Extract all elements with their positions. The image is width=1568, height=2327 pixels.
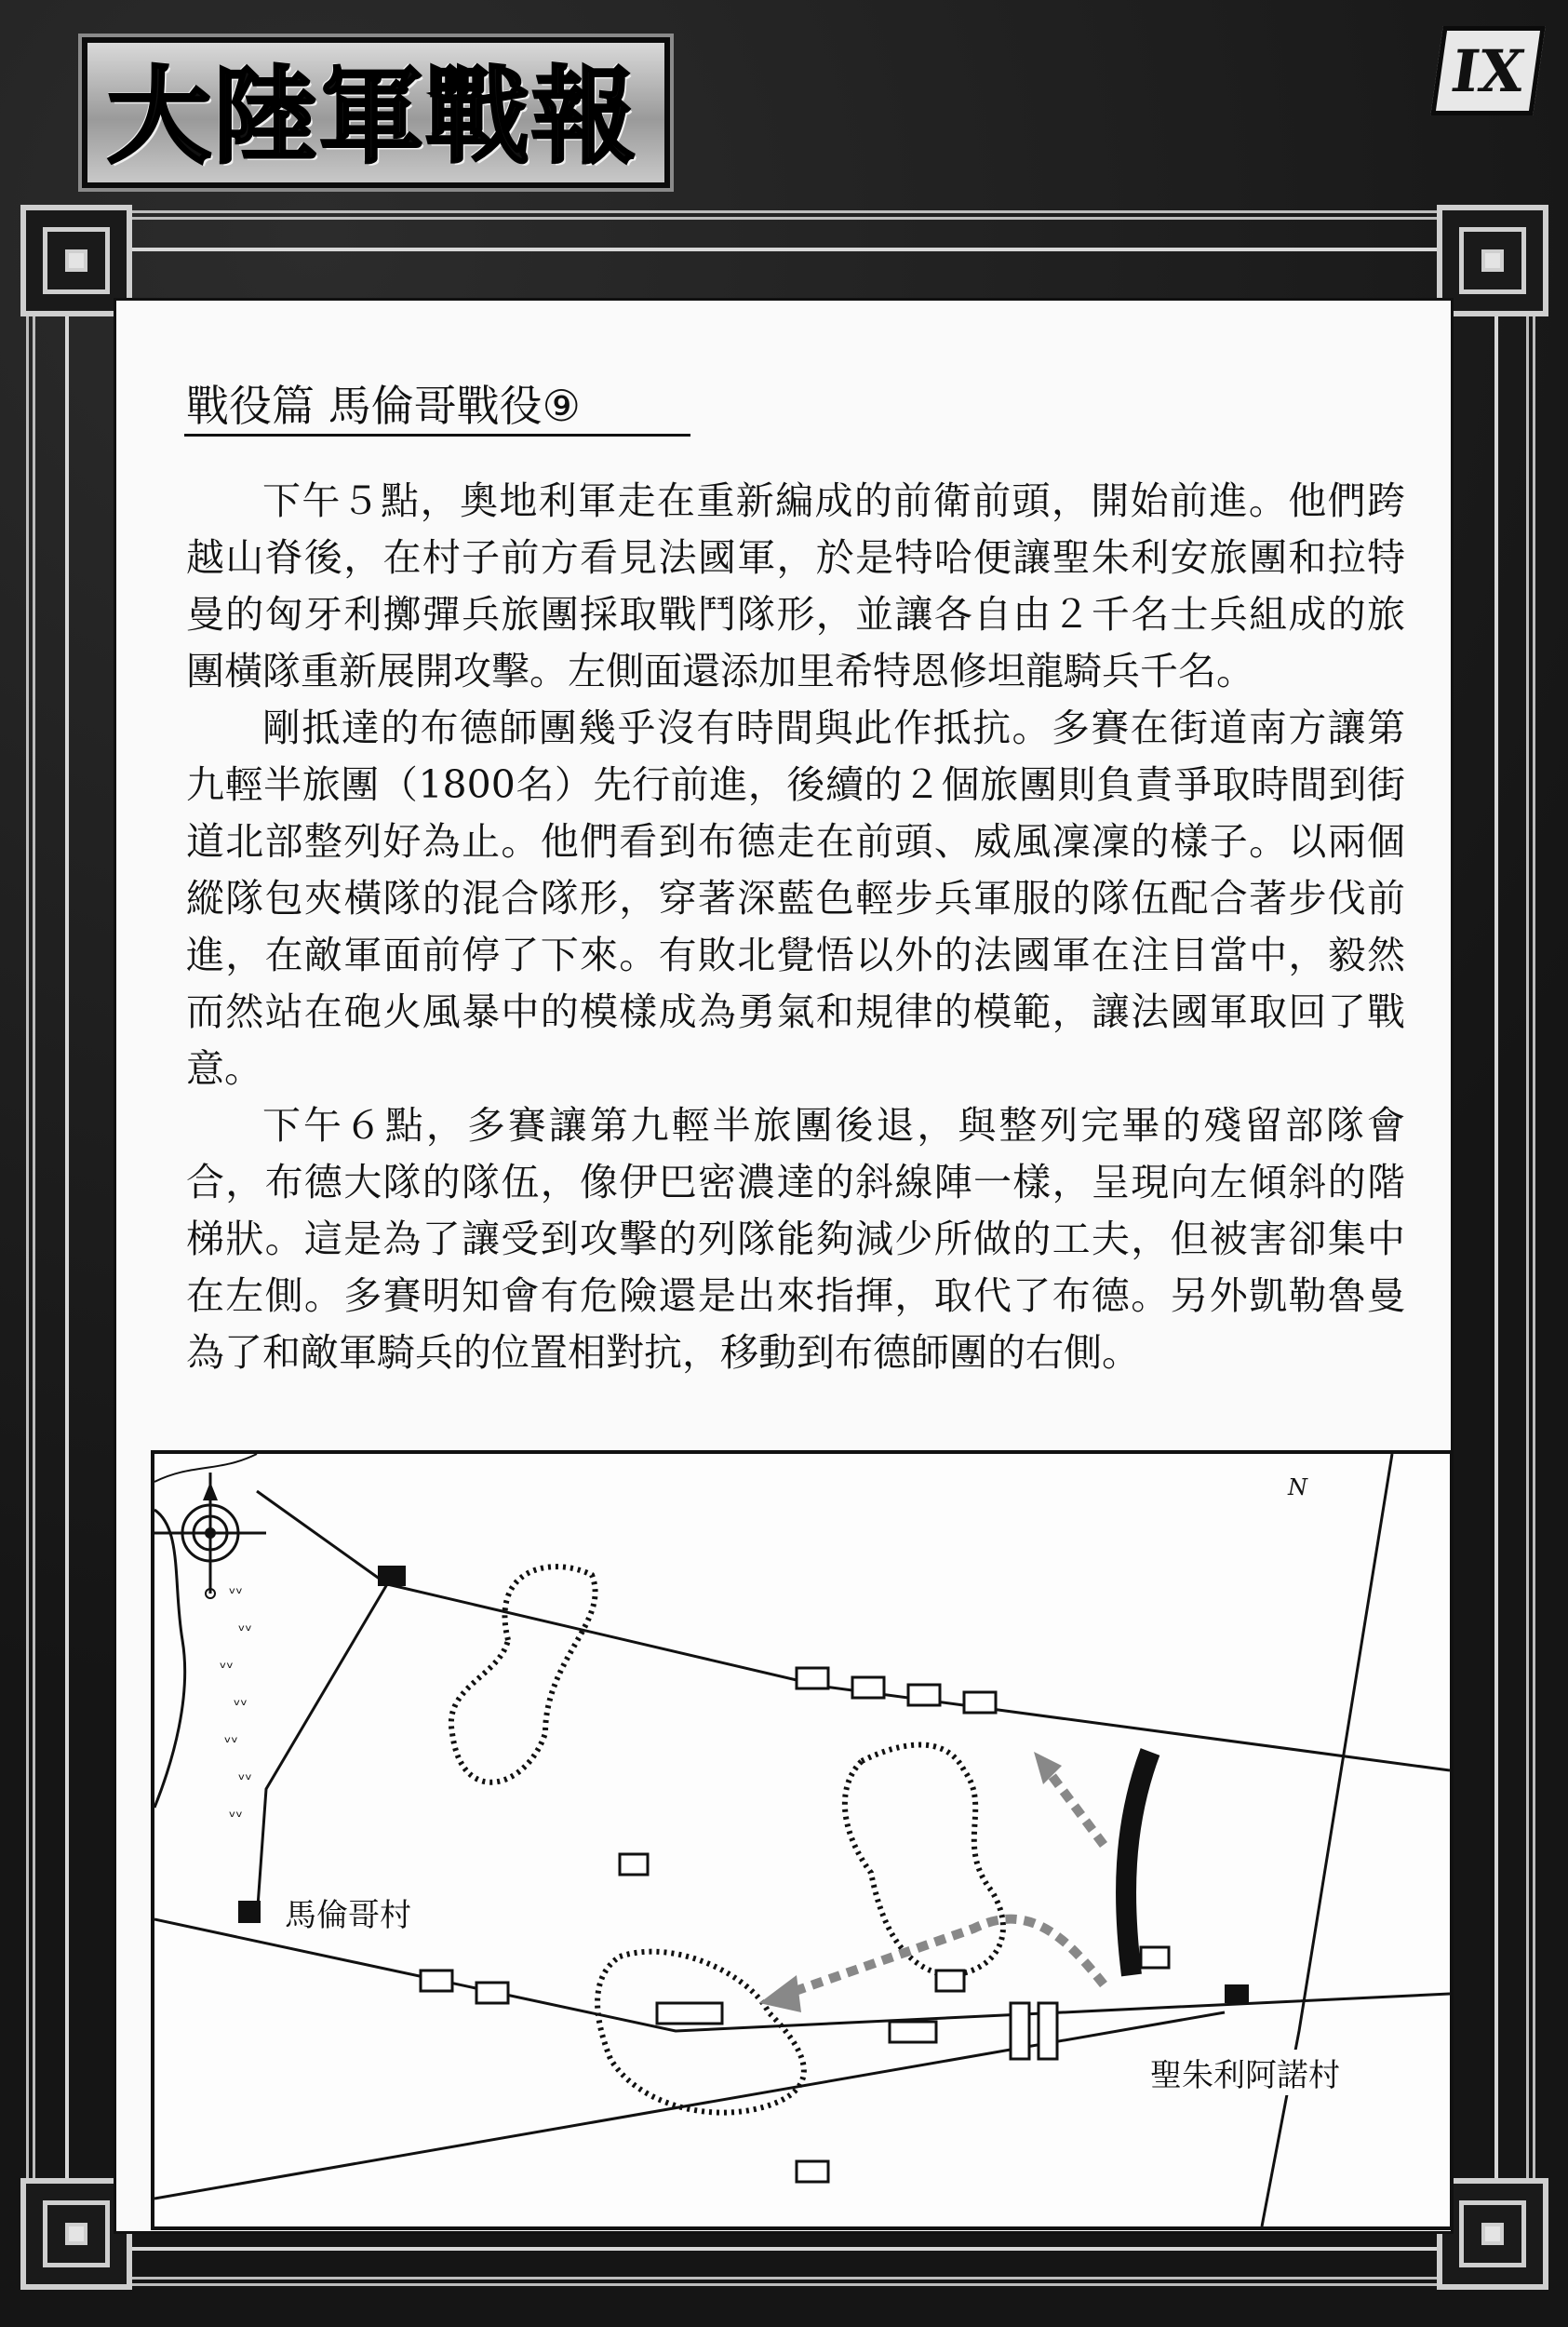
road-east [1262, 1454, 1392, 2226]
svg-text:ᵥᵥ: ᵥᵥ [224, 1728, 239, 1747]
volume-badge: IX [1430, 26, 1545, 115]
map-label-st-giuliano: 聖朱利阿諾村 [1150, 2050, 1340, 2095]
road-south [154, 2012, 1225, 2199]
heading-underline [184, 434, 690, 437]
village-marengo-marker [238, 1901, 261, 1923]
hill-contour [597, 1952, 804, 2113]
svg-text:ᵥᵥ: ᵥᵥ [229, 1802, 244, 1822]
village-marengo [378, 1566, 406, 1586]
svg-text:ᵥᵥ: ᵥᵥ [238, 1765, 253, 1784]
marsh-symbols [220, 1579, 252, 1822]
svg-text:ᵥᵥ: ᵥᵥ [229, 1579, 244, 1598]
battle-map [151, 1450, 1454, 2230]
svg-text:ᵥᵥ: ᵥᵥ [220, 1653, 235, 1673]
arrow-head [759, 1975, 801, 2012]
section-heading: 戰役篇 馬倫哥戰役⑨ [186, 381, 581, 431]
paragraph: 剛抵達的布德師團幾乎沒有時間與此作抵抗。多賽在街道南方讓第九輕半旅團（1800名）先行前進，後續的２個旅團則負責爭取時間到街道北部整列好為止。他們看到布德走在前頭、威風凜凜的樣子。以兩個縱隊包夾橫隊的混合隊形，穿著深藍色輕步兵軍服的隊伍配合著步伐前進，在敵軍面前停了下來。有敗北覺悟以外的法國軍在注目當中，毅然而然站在砲火風暴中的模樣成為勇氣和規律的模範，讓法國軍取回了戰意。 [186, 706, 1405, 1091]
compass-north-label: N [1288, 1474, 1307, 1500]
road-main [154, 1919, 1450, 2031]
paragraph: 下午６點，多賽讓第九輕半旅團後退，與整列完畢的殘留部隊會合，布德大隊的隊伍，像伊巴密濃達的斜線陣一樣，呈現向左傾斜的階梯狀。這是為了讓受到攻擊的列隊能夠減少所做的工夫，但被害卻集中在左側。多賽明知會有危險還是出來指揮，取代了布德。另外凱勒魯曼為了和敵軍騎兵的位置相對抗，移動到布德師團的右側。 [186, 1103, 1405, 1375]
battle-map-drawing [154, 1454, 1450, 2226]
article-body [186, 473, 1405, 1381]
hill-contour [845, 1745, 1003, 1976]
road-north [257, 1491, 1450, 1770]
paragraph: 下午５點，奧地利軍走在重新編成的前衛前頭，開始前進。他們跨越山脊後，在村子前方看見法國軍，於是特哈便讓聖朱利安旅團和拉特曼的匈牙利擲彈兵旅團採取戰鬥隊形，並讓各自由２千名士兵組成的旅團橫隊重新展開攻擊。左側面還添加里希特恩修坦龍騎兵千名。 [186, 478, 1405, 693]
svg-text:ᵥᵥ: ᵥᵥ [234, 1690, 248, 1710]
unit-blocks [421, 1668, 1169, 2182]
advance-arrow [1048, 1770, 1104, 1845]
compass-rose-icon [154, 1454, 266, 1603]
page-title: 大陸軍戰報 [107, 56, 637, 178]
hill-contour [451, 1567, 596, 1782]
frame-corner-top-right [1437, 205, 1548, 316]
frame-corner-bottom-right [1437, 2178, 1548, 2290]
svg-text:ᵥᵥ: ᵥᵥ [238, 1616, 253, 1635]
french-line [1126, 1752, 1150, 1975]
road-marengo [257, 1584, 387, 1919]
map-label-marengo: 馬倫哥村 [285, 1890, 411, 1935]
village-st-giuliano [1225, 1984, 1249, 2003]
